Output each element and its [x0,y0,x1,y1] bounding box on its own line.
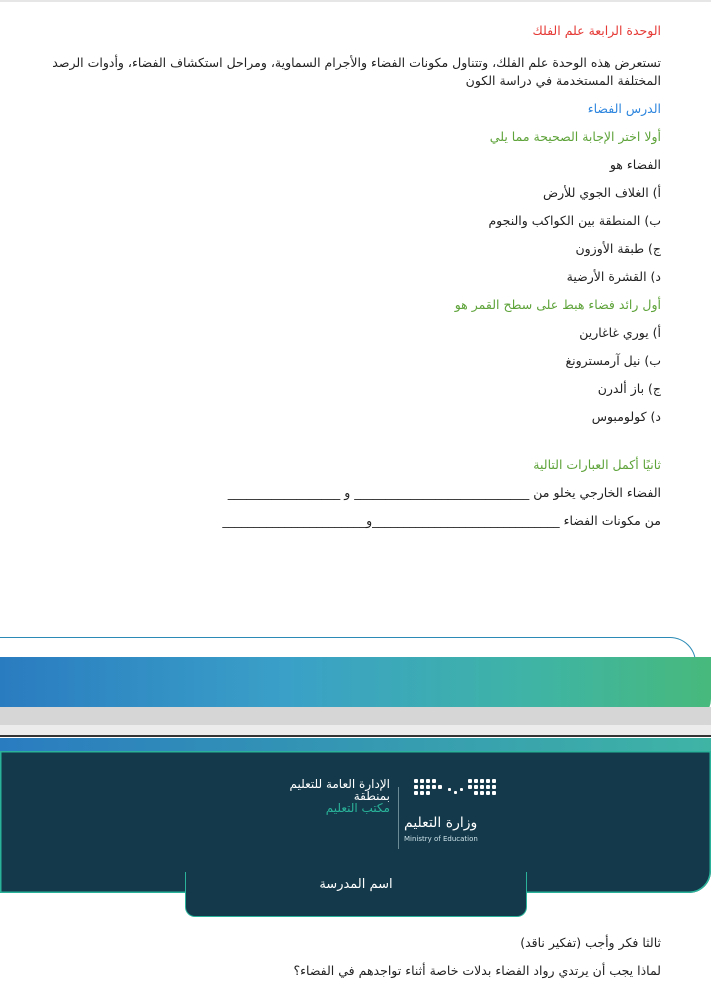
top-border [0,0,711,2]
section-complete-title: ثانيًا أكمل العبارات التالية [533,457,661,472]
unit-title: الوحدة الرابعة علم الفلك [532,23,661,38]
lesson-title: الدرس الفضاء [587,101,661,116]
q1-option-a: أ) الغلاف الجوي للأرض [542,185,661,200]
school-name-box [185,872,527,917]
q1-option-d: د) القشرة الأرضية [566,269,661,284]
q2-option-c: ج) باز ألدرن [597,381,661,396]
logo-separator [398,787,399,849]
header-banner [0,637,711,893]
school-name-label: اسم المدرسة [319,877,393,892]
ministry-name-arabic: وزارة التعليم [404,815,478,831]
banner-teal-stripe [0,738,711,752]
question-2: أول رائد فضاء هبط على سطح القمر هو [454,297,661,312]
question-1: الفضاء هو [609,157,661,172]
banner-divider [0,735,711,737]
fill-blank-1: الفضاء الخارجي يخلو من ____________________________ و __________________ [227,485,661,500]
intro-paragraph: تستعرض هذه الوحدة علم الفلك، وتتناول مكونات الفضاء والأجرام السماوية، ومراحل استكشاف الفضاء، وأدوات الرصد المختلفة المستخدمة في دراسة الكون [52,55,661,88]
ministry-logo [404,777,524,857]
q2-option-a: أ) يوري غاغارين [579,325,661,340]
critical-question: لماذا يجب أن يرتدي رواد الفضاء بدلات خاصة أثناء تواجدهم في الفضاء؟ [293,963,661,978]
section-choose-title: أولا اختر الإجابة الصحيحة مما يلي [489,129,661,144]
admin-line-2: بمنطقة [353,789,390,803]
admin-line-3: مكتب التعليم [325,801,390,815]
ministry-name-english: Ministry of Education [404,835,478,843]
education-admin-label [250,778,390,814]
banner-gray-stripe [0,707,711,725]
worksheet-content [41,22,661,540]
q1-option-c: ج) طبقة الأوزون [575,241,661,256]
admin-line-1: الإدارة العامة للتعليم [289,777,390,791]
ministry-logo-icon [414,777,500,803]
q1-option-b: ب) المنطقة بين الكواكب والنجوم [488,213,661,228]
spacer [41,436,661,456]
fill-blank-2: من مكونات الفضاء ______________________________و_______________________ [222,513,661,528]
q2-option-b: ب) نيل آرمسترونغ [565,353,661,368]
q2-option-d: د) كولومبوس [591,409,661,424]
section-critical-title: ثالثا فكر وأجب (تفكير ناقد) [520,935,661,950]
critical-thinking-section [41,934,661,980]
